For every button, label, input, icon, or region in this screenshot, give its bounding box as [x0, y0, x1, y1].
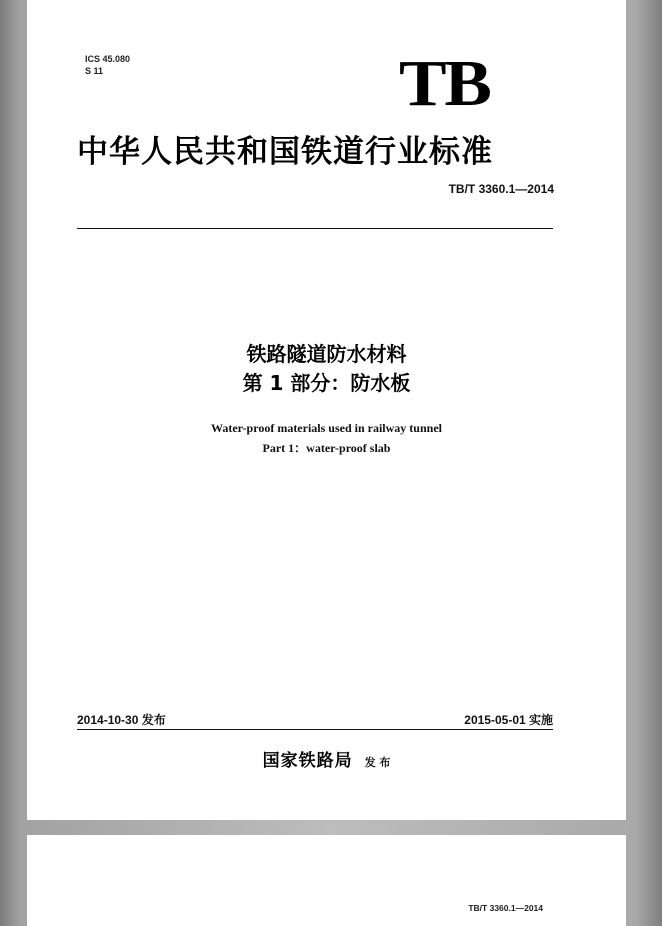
issue-date: 2014-10-30 发布 [77, 713, 166, 727]
document-title-en-line2: Part 1：water-proof slab [262, 441, 391, 455]
top-divider [77, 228, 553, 229]
bottom-divider [77, 729, 553, 730]
cover-page [27, 0, 626, 820]
publisher-name: 国家铁路局 [262, 751, 353, 771]
publish-action: 发 布 [364, 756, 391, 769]
category-code: S 11 [85, 66, 104, 76]
document-title-cn-line1: 铁路隧道防水材料 [246, 342, 407, 366]
document-title-cn-line2: 第 1 部分：防水板 [242, 371, 411, 395]
standard-title: 中华人民共和国铁道行业标准 [77, 134, 493, 170]
standard-number: TB/T 3360.1—2014 [448, 182, 554, 196]
document-title-en-line1: Water-proof materials used in railway tunnel [211, 421, 442, 435]
tb-logo: TB [399, 47, 490, 120]
next-page [27, 835, 626, 926]
classification-codes [85, 53, 130, 77]
next-page-standard-number: TB/T 3360.1—2014 [468, 903, 543, 913]
ics-code: ICS 45.080 [85, 54, 131, 64]
implementation-date: 2015-05-01 实施 [464, 713, 553, 727]
publisher-line [27, 746, 626, 771]
